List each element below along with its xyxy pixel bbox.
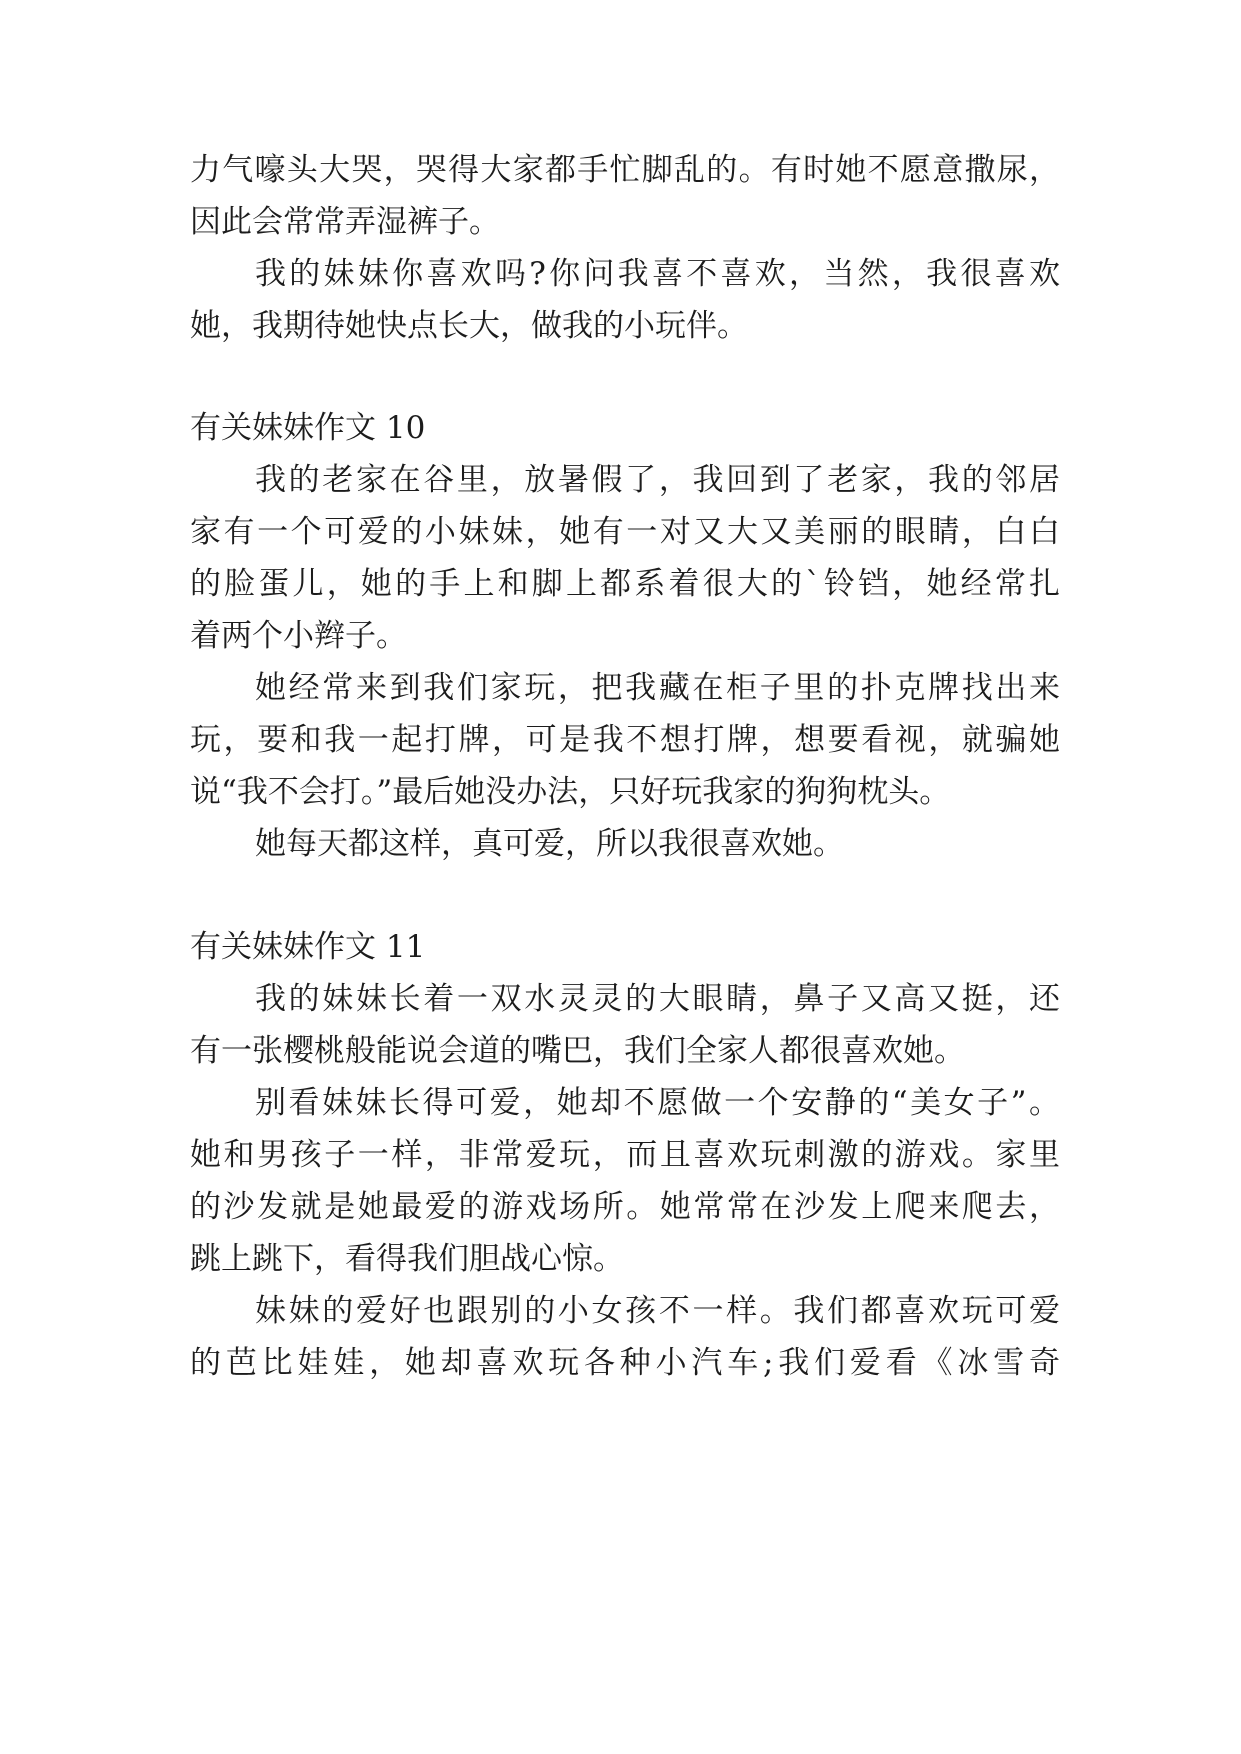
text-line: 她和男孩子一样，非常爱玩，而且喜欢玩刺激的游戏。家里 xyxy=(190,1137,1060,1173)
text-line: 的芭比娃娃，她却喜欢玩各种小汽车;我们爱看《冰雪奇 xyxy=(190,1345,1060,1381)
text-line: 她每天都这样，真可爱，所以我很喜欢她。 xyxy=(255,826,844,862)
text-line: 我的妹妹长着一双水灵灵的大眼睛，鼻子又高又挺，还 xyxy=(255,981,1060,1017)
text-line: 我的妹妹你喜欢吗?你问我喜不喜欢，当然，我很喜欢 xyxy=(255,256,1060,292)
section-title: 有关妹妹作文 10 xyxy=(190,410,426,446)
text-line: 说“我不会打。”最后她没办法，只好玩我家的狗狗枕头。 xyxy=(190,774,951,810)
text-line: 她，我期待她快点长大，做我的小玩伴。 xyxy=(190,308,748,344)
text-line: 家有一个可爱的小妹妹，她有一对又大又美丽的眼睛，白白 xyxy=(190,514,1060,550)
text-line: 的沙发就是她最爱的游戏场所。她常常在沙发上爬来爬去， xyxy=(190,1189,1060,1225)
text-line: 玩，要和我一起打牌，可是我不想打牌，想要看视，就骗她 xyxy=(190,722,1060,758)
text-line: 有一张樱桃般能说会道的嘴巴，我们全家人都很喜欢她。 xyxy=(190,1033,965,1069)
text-line: 力气嚎头大哭，哭得大家都手忙脚乱的。有时她不愿意撒尿， xyxy=(190,152,1060,188)
text-line: 因此会常常弄湿裤子。 xyxy=(190,204,500,240)
text-line: 我的老家在谷里，放暑假了，我回到了老家，我的邻居 xyxy=(255,462,1060,498)
text-line: 跳上跳下，看得我们胆战心惊。 xyxy=(190,1241,624,1277)
text-line: 别看妹妹长得可爱，她却不愿做一个安静的“美女子”。 xyxy=(255,1085,1060,1121)
text-line: 妹妹的爱好也跟别的小女孩不一样。我们都喜欢玩可爱 xyxy=(255,1293,1060,1329)
text-line: 着两个小辫子。 xyxy=(190,618,407,654)
section-title: 有关妹妹作文 11 xyxy=(190,929,426,965)
text-line: 的脸蛋儿，她的手上和脚上都系着很大的`铃铛，她经常扎 xyxy=(190,566,1060,602)
text-line: 她经常来到我们家玩，把我藏在柜子里的扑克牌找出来 xyxy=(255,670,1060,706)
